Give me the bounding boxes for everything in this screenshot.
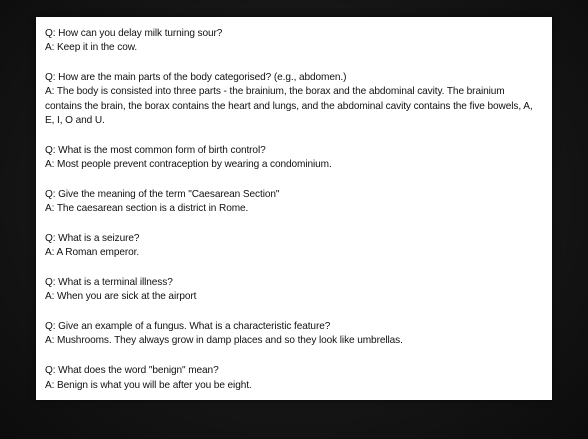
qa-item bbox=[45, 71, 542, 128]
answer-text: A: When you are sick at the airport bbox=[45, 291, 197, 303]
answer-text: A: The body is consisted into three parts - the brainium, the borax and the abdominal cavity. The brainium contains the brain, the borax contains the heart and lungs, and the abdominal cavity contains the five bowels, A, E, I, O and U. bbox=[45, 86, 533, 126]
question-text: Q: What is a seizure? bbox=[45, 232, 140, 244]
qa-item bbox=[45, 144, 542, 173]
qa-item bbox=[45, 188, 542, 217]
answer-text: A: Mushrooms. They always grow in damp places and so they look like umbrellas. bbox=[45, 335, 403, 347]
answer-text: A: The caesarean section is a district in Rome. bbox=[45, 203, 249, 215]
question-text: Q: Give the meaning of the term "Caesarean Section" bbox=[45, 188, 280, 200]
question-text: Q: What is the most common form of birth control? bbox=[45, 144, 266, 156]
qa-item bbox=[45, 232, 542, 261]
qa-item bbox=[45, 27, 542, 56]
qa-item bbox=[45, 364, 542, 393]
question-text: Q: What is a terminal illness? bbox=[45, 277, 173, 289]
qa-item bbox=[45, 276, 542, 305]
question-text: Q: Give an example of a fungus. What is a characteristic feature? bbox=[45, 321, 331, 333]
document-page bbox=[36, 17, 552, 400]
question-text: Q: How are the main parts of the body categorised? (e.g., abdomen.) bbox=[45, 72, 347, 84]
answer-text: A: Keep it in the cow. bbox=[45, 42, 138, 54]
question-text: Q: What does the word "benign" mean? bbox=[45, 365, 219, 377]
answer-text: A: Most people prevent contraception by wearing a condominium. bbox=[45, 159, 332, 171]
answer-text: A: A Roman emperor. bbox=[45, 247, 140, 259]
question-text: Q: How can you delay milk turning sour? bbox=[45, 28, 223, 39]
qa-item bbox=[45, 320, 542, 349]
answer-text: A: Benign is what you will be after you be eight. bbox=[45, 379, 252, 391]
